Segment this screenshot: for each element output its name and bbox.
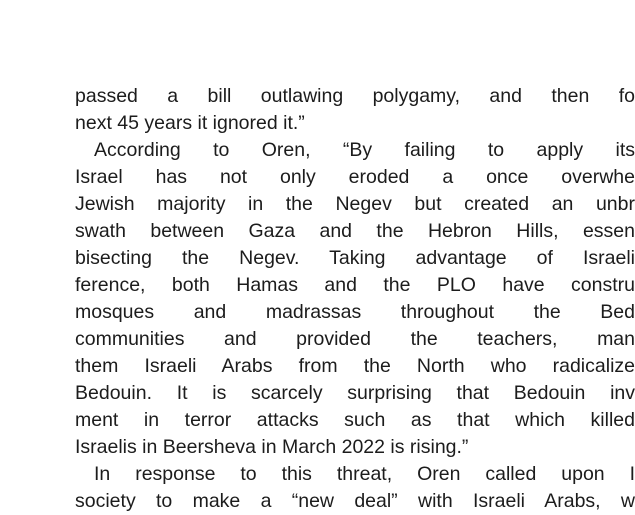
text-line: Jewish majority in the Negev but created an unbr	[75, 193, 635, 215]
text-line: passed a bill outlawing polygamy, and then fo	[75, 85, 635, 107]
text-line: them Israeli Arabs from the North who radicalize	[75, 355, 635, 377]
text-line: Israel has not only eroded a once overwhe	[75, 166, 635, 188]
text-line: society to make a “new deal” with Israeli Arabs, w	[75, 490, 635, 512]
text-line: ference, both Hamas and the PLO have constru	[75, 274, 635, 296]
text-line: next 45 years it ignored it.”	[75, 112, 305, 134]
body-text	[75, 83, 635, 515]
text-line: ment in terror attacks such as that which killed	[75, 409, 635, 431]
text-line: swath between Gaza and the Hebron Hills, essen	[75, 220, 635, 242]
text-line: bisecting the Negev. Taking advantage of Israeli	[75, 247, 635, 269]
text-line: Bedouin. It is scarcely surprising that Bedouin inv	[75, 382, 635, 404]
text-line: Israelis in Beersheva in March 2022 is rising.”	[75, 436, 469, 458]
text-line: mosques and madrassas throughout the Bed	[75, 301, 635, 323]
text-line: communities and provided the teachers, man	[75, 328, 635, 350]
text-line: In response to this threat, Oren called upon I	[94, 463, 635, 485]
text-line: According to Oren, “By failing to apply its	[94, 139, 635, 161]
